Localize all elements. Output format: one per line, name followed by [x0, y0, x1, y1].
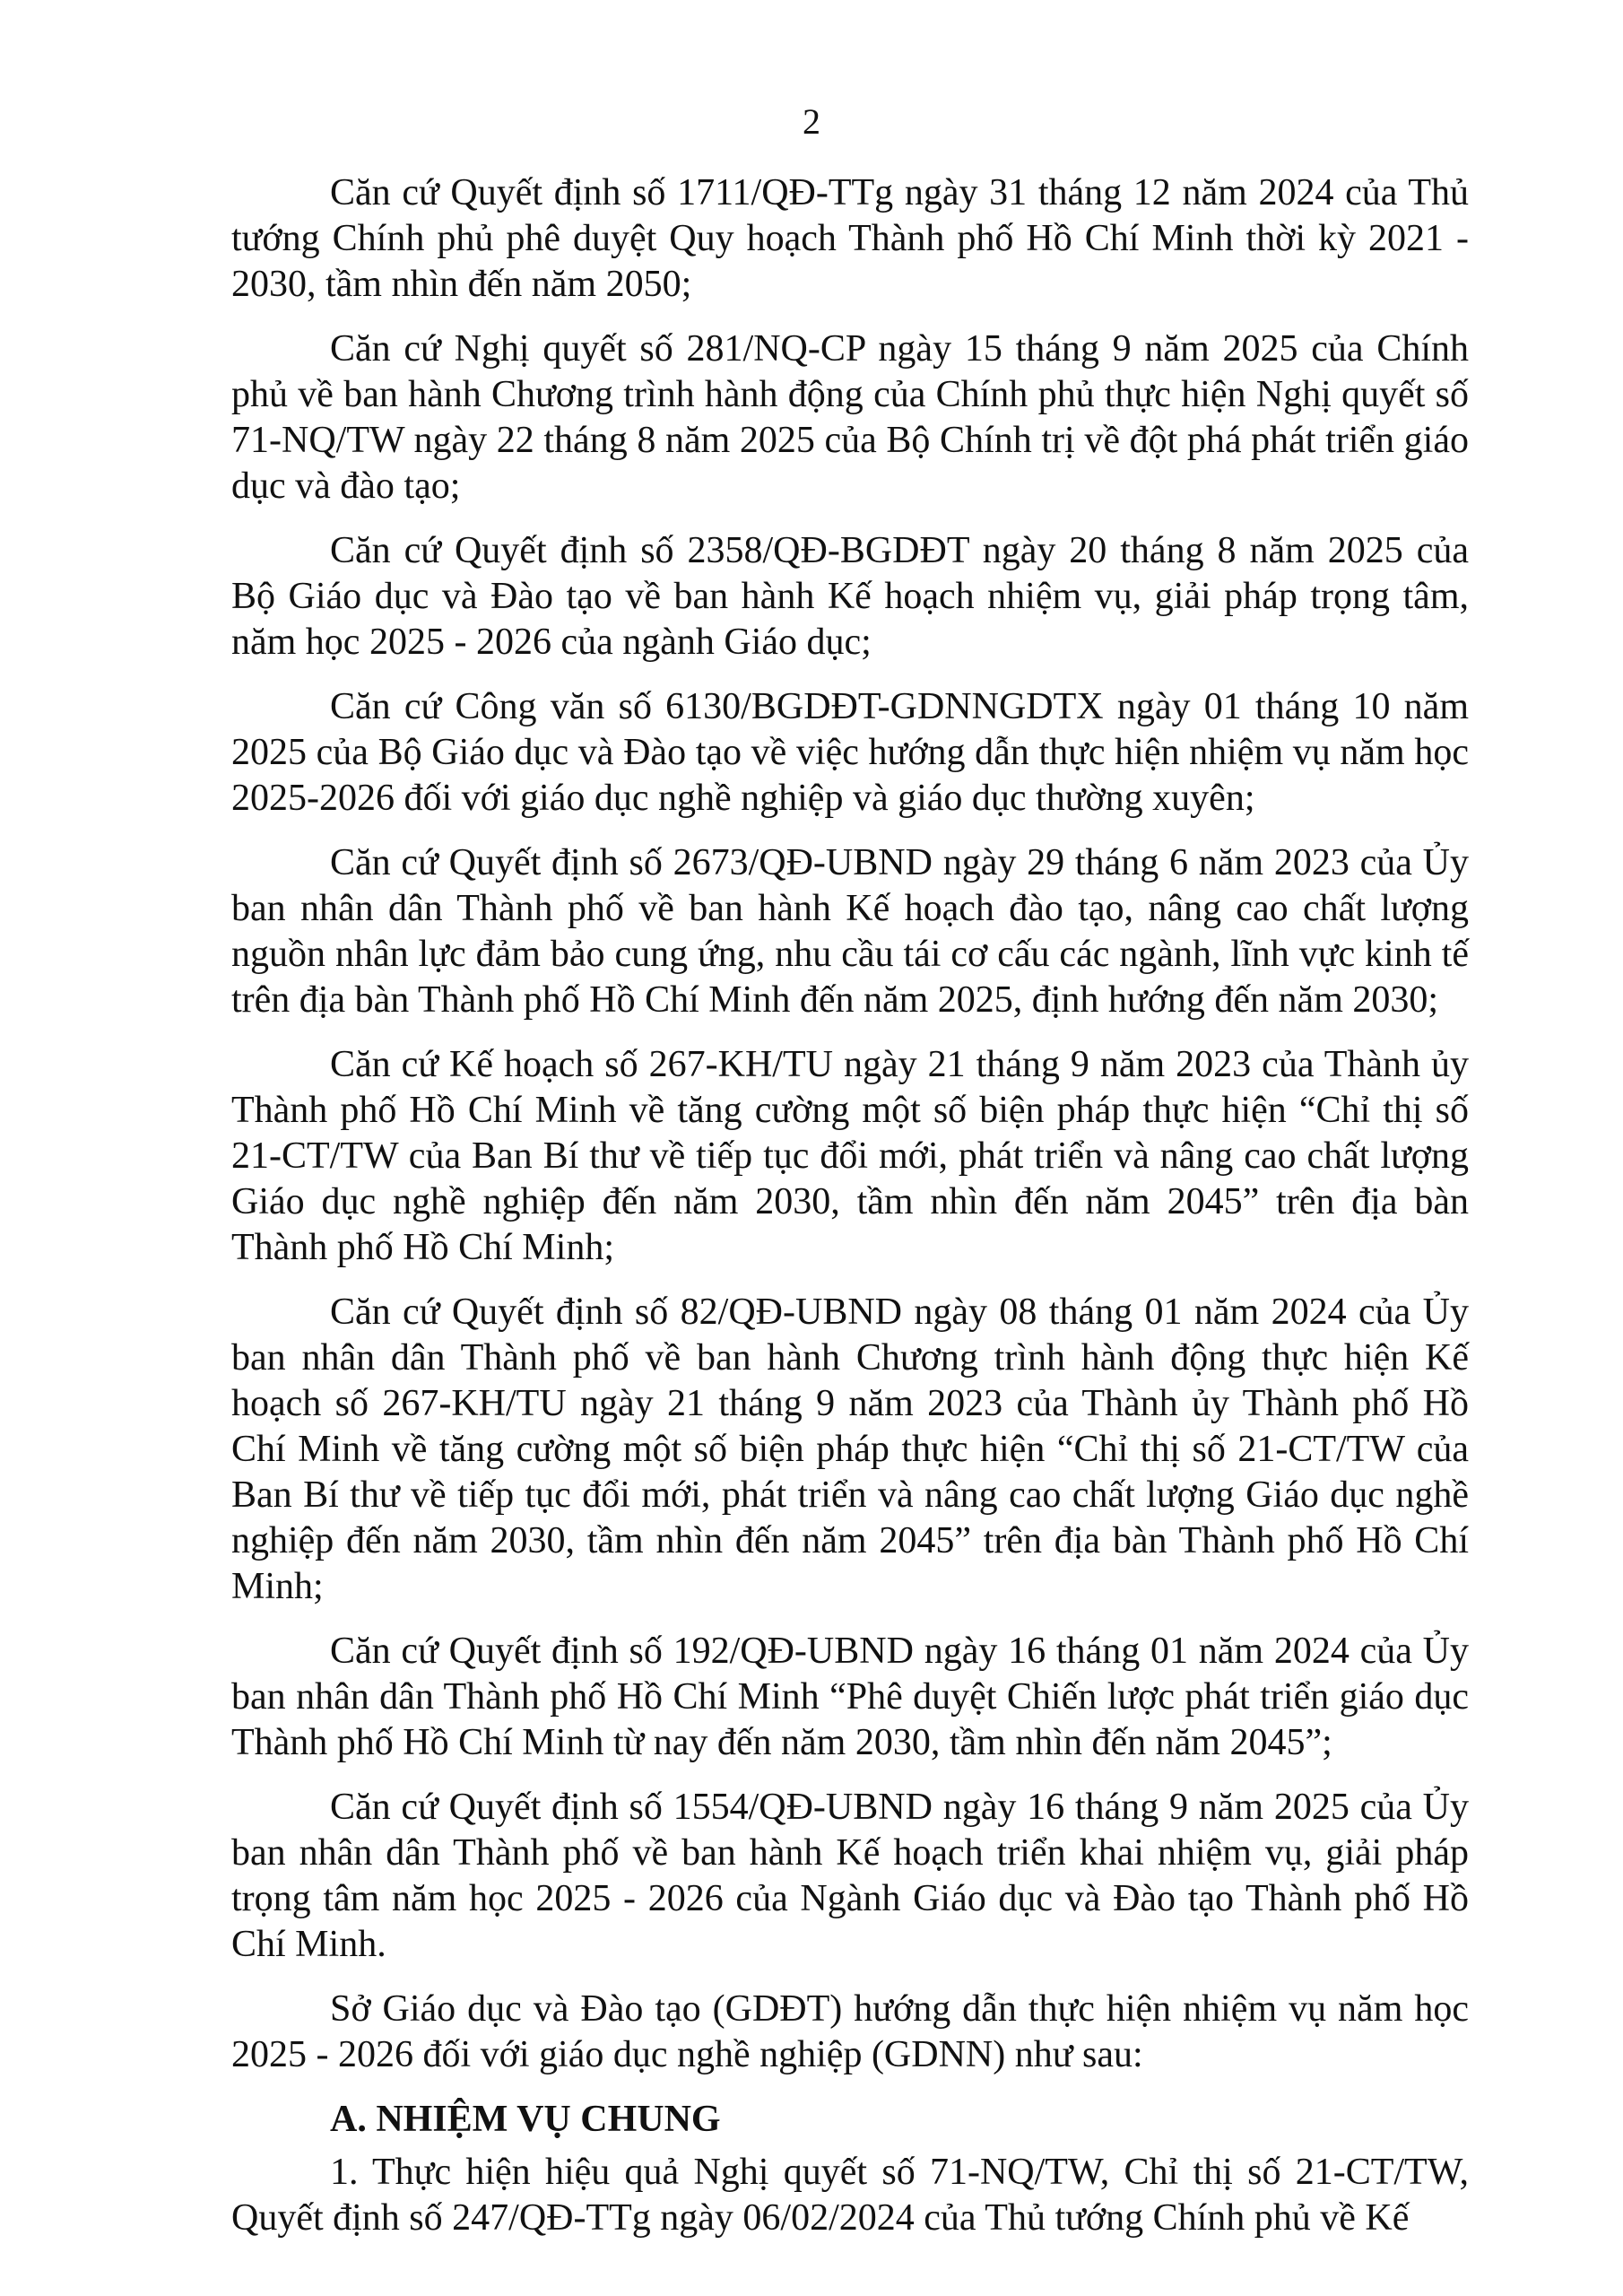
paragraph-legal-basis-1: Căn cứ Quyết định số 1711/QĐ-TTg ngày 31 tháng 12 năm 2024 của Thủ tướng Chính phủ phê duyệt Quy hoạch Thành phố Hồ Chí Minh thời kỳ 2021 - 2030, tầm nhìn đến năm 2050;	[231, 172, 1469, 305]
paragraph-legal-basis-3: Căn cứ Quyết định số 2358/QĐ-BGDĐT ngày 20 tháng 8 năm 2025 của Bộ Giáo dục và Đào tạo về ban hành Kế hoạch nhiệm vụ, giải pháp trọng tâm, năm học 2025 - 2026 của ngành Giáo dục;	[231, 530, 1469, 663]
paragraph-task-1: 1. Thực hiện hiệu quả Nghị quyết số 71-NQ/TW, Chỉ thị số 21-CT/TW, Quyết định số 247/QĐ-TTg ngày 06/02/2024 của Thủ tướng Chính phủ về Kế	[231, 2152, 1469, 2239]
paragraph-legal-basis-7: Căn cứ Quyết định số 82/QĐ-UBND ngày 08 tháng 01 năm 2024 của Ủy ban nhân dân Thành phố về ban hành Chương trình hành động thực hiện Kế hoạch số 267-KH/TU ngày 21 tháng 9 năm 2023 của Thành ủy Thành phố Hồ Chí Minh về tăng cường một số biện pháp thực hiện “Chỉ thị số 21-CT/TW của Ban Bí thư về tiếp tục đổi mới, phát triển và nâng cao chất lượng Giáo dục nghề nghiệp đến năm 2030, tầm nhìn đến năm 2045” trên địa bàn Thành phố Hồ Chí Minh;	[231, 1292, 1469, 1607]
paragraph-legal-basis-2: Căn cứ Nghị quyết số 281/NQ-CP ngày 15 tháng 9 năm 2025 của Chính phủ về ban hành Chương trình hành động của Chính phủ thực hiện Nghị quyết số 71-NQ/TW ngày 22 tháng 8 năm 2025 của Bộ Chính trị về đột phá phát triển giáo dục và đào tạo;	[231, 328, 1469, 507]
section-heading: A. NHIỆM VỤ CHUNG	[330, 2099, 721, 2140]
paragraph-legal-basis-8: Căn cứ Quyết định số 192/QĐ-UBND ngày 16 tháng 01 năm 2024 của Ủy ban nhân dân Thành phố Hồ Chí Minh “Phê duyệt Chiến lược phát triển giáo dục Thành phố Hồ Chí Minh từ nay đến năm 2030, tầm nhìn đến năm 2045”;	[231, 1631, 1469, 1763]
paragraph-legal-basis-9: Căn cứ Quyết định số 1554/QĐ-UBND ngày 16 tháng 9 năm 2025 của Ủy ban nhân dân Thành phố về ban hành Kế hoạch triển khai nhiệm vụ, giải pháp trọng tâm năm học 2025 - 2026 của Ngành Giáo dục và Đào tạo Thành phố Hồ Chí Minh.	[231, 1787, 1469, 1965]
paragraph-intro: Sở Giáo dục và Đào tạo (GDĐT) hướng dẫn thực hiện nhiệm vụ năm học 2025 - 2026 đối với giáo dục nghề nghiệp (GDNN) như sau:	[231, 1988, 1469, 2075]
paragraph-legal-basis-6: Căn cứ Kế hoạch số 267-KH/TU ngày 21 tháng 9 năm 2023 của Thành ủy Thành phố Hồ Chí Minh về tăng cường một số biện pháp thực hiện “Chỉ thị số 21-CT/TW của Ban Bí thư về tiếp tục đổi mới, phát triển và nâng cao chất lượng Giáo dục nghề nghiệp đến năm 2030, tầm nhìn đến năm 2045” trên địa bàn Thành phố Hồ Chí Minh;	[231, 1044, 1469, 1268]
page-number: 2	[803, 101, 820, 142]
paragraph-legal-basis-5: Căn cứ Quyết định số 2673/QĐ-UBND ngày 29 tháng 6 năm 2023 của Ủy ban nhân dân Thành phố về ban hành Kế hoạch đào tạo, nâng cao chất lượng nguồn nhân lực đảm bảo cung ứng, nhu cầu tái cơ cấu các ngành, lĩnh vực kinh tế trên địa bàn Thành phố Hồ Chí Minh đến năm 2025, định hướng đến năm 2030;	[231, 842, 1469, 1021]
document-body	[231, 170, 1469, 2241]
paragraph-legal-basis-4: Căn cứ Công văn số 6130/BGDĐT-GDNNGDTX ngày 01 tháng 10 năm 2025 của Bộ Giáo dục và Đào tạo về việc hướng dẫn thực hiện nhiệm vụ năm học 2025-2026 đối với giáo dục nghề nghiệp và giáo dục thường xuyên;	[231, 686, 1469, 819]
